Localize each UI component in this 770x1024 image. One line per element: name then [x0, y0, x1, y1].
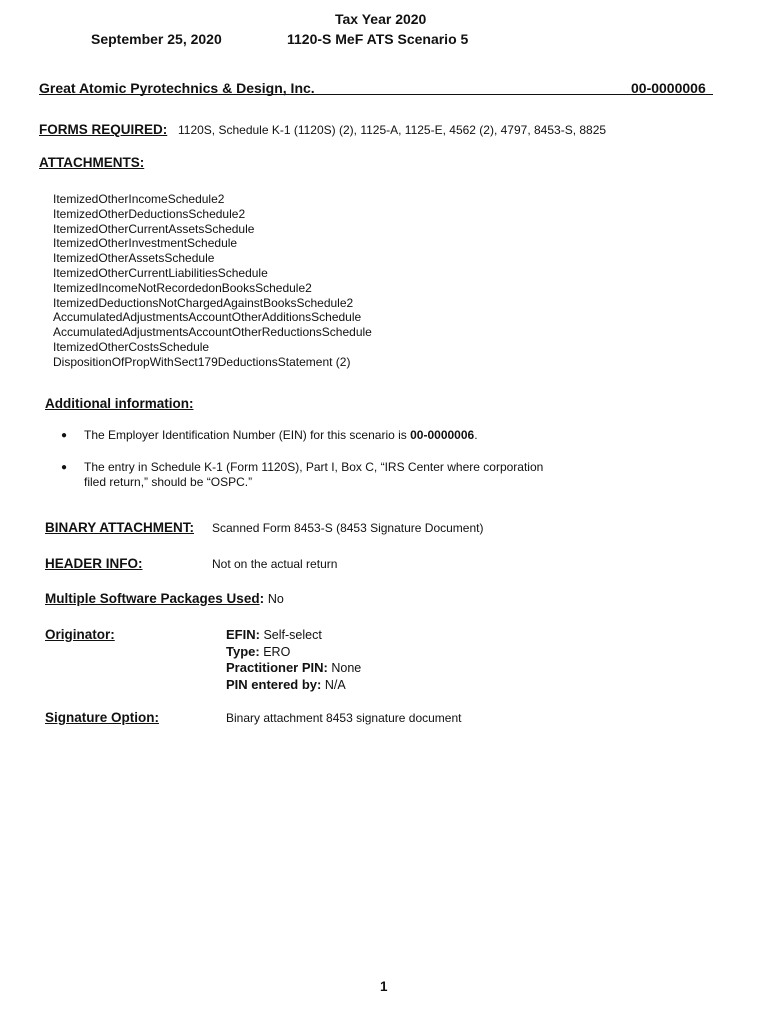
- multiple-software-label: Multiple Software Packages Used: [45, 591, 260, 606]
- company-underline: [39, 94, 713, 95]
- additional-info-label: Additional information:: [45, 396, 194, 411]
- scenario-title: 1120-S MeF ATS Scenario 5: [287, 31, 469, 47]
- practitioner-pin-label: Practitioner PIN:: [226, 660, 328, 675]
- ein-bullet: [84, 428, 478, 443]
- company-ein: 00-0000006: [631, 80, 706, 96]
- company-name: Great Atomic Pyrotechnics & Design, Inc.: [39, 80, 315, 96]
- list-item: DispositionOfPropWithSect179DeductionsStatement (2): [53, 354, 351, 369]
- forms-required-label: FORMS REQUIRED:: [39, 122, 168, 137]
- list-item: ItemizedOtherAssetsSchedule: [53, 251, 215, 266]
- efin-value: Self-select: [263, 628, 322, 642]
- header-info-value: Not on the actual return: [212, 557, 338, 571]
- type-label: Type:: [226, 643, 260, 659]
- multiple-software-row: [45, 591, 284, 606]
- document-date: September 25, 2020: [91, 31, 222, 47]
- list-item: ItemizedOtherCurrentLiabilitiesSchedule: [53, 265, 268, 280]
- bullet-line: The entry in Schedule K-1 (Form 1120S), Part I, Box C, “IRS Center where corporation: [84, 460, 544, 474]
- list-item: AccumulatedAdjustmentsAccountOtherAdditionsSchedule: [53, 310, 362, 325]
- tax-year-title: Tax Year 2020: [335, 11, 427, 27]
- ein-bullet-text: The Employer Identification Number (EIN) for this scenario is: [84, 428, 411, 442]
- signature-option-value: Binary attachment 8453 signature document: [226, 711, 462, 725]
- forms-required-value: 1120S, Schedule K-1 (1120S) (2), 1125-A, 1125-E, 4562 (2), 4797, 8453-S, 8825: [178, 123, 607, 137]
- multiple-software-value: No: [267, 592, 284, 606]
- signature-option-label: Signature Option:: [45, 710, 159, 725]
- binary-attachment-label: BINARY ATTACHMENT:: [45, 520, 194, 535]
- originator-label: Originator:: [45, 627, 115, 642]
- originator-details: [226, 627, 361, 693]
- list-item: ItemizedIncomeNotRecordedonBooksSchedule2: [53, 280, 312, 295]
- list-item: ItemizedDeductionsNotChargedAgainstBooksSchedule2: [53, 295, 354, 310]
- list-item: AccumulatedAdjustmentsAccountOtherReductionsSchedule: [53, 325, 372, 340]
- bullet-dot: ●: [61, 430, 68, 441]
- bullet-dot: ●: [61, 462, 68, 473]
- ein-bullet-value: 00-0000006: [410, 428, 475, 442]
- type-value: ERO: [263, 644, 291, 659]
- multiple-software-colon: :: [259, 591, 265, 606]
- list-item: ItemizedOtherCostsSchedule: [53, 339, 210, 354]
- header-info-label: HEADER INFO:: [45, 556, 143, 571]
- bullet-line: filed return,” should be “OSPC.”: [84, 475, 253, 489]
- schedule-k1-bullet: [84, 460, 543, 490]
- ein-bullet-suffix: .: [474, 428, 478, 442]
- attachments-label: ATTACHMENTS:: [39, 155, 145, 170]
- list-item: ItemizedOtherDeductionsSchedule2: [53, 206, 246, 221]
- list-item: ItemizedOtherIncomeSchedule2: [53, 192, 225, 206]
- attachments-list: [53, 192, 372, 370]
- binary-attachment-value: Scanned Form 8453-S (8453 Signature Document): [212, 521, 484, 535]
- pin-entered-by-label: PIN entered by:: [226, 676, 322, 692]
- list-item: ItemizedOtherCurrentAssetsSchedule: [53, 221, 255, 236]
- page-number: 1: [380, 979, 388, 994]
- pin-entered-by-value: N/A: [324, 677, 346, 692]
- efin-label: EFIN:: [226, 627, 260, 642]
- list-item: ItemizedOtherInvestmentSchedule: [53, 236, 238, 251]
- practitioner-pin-value: None: [331, 661, 362, 675]
